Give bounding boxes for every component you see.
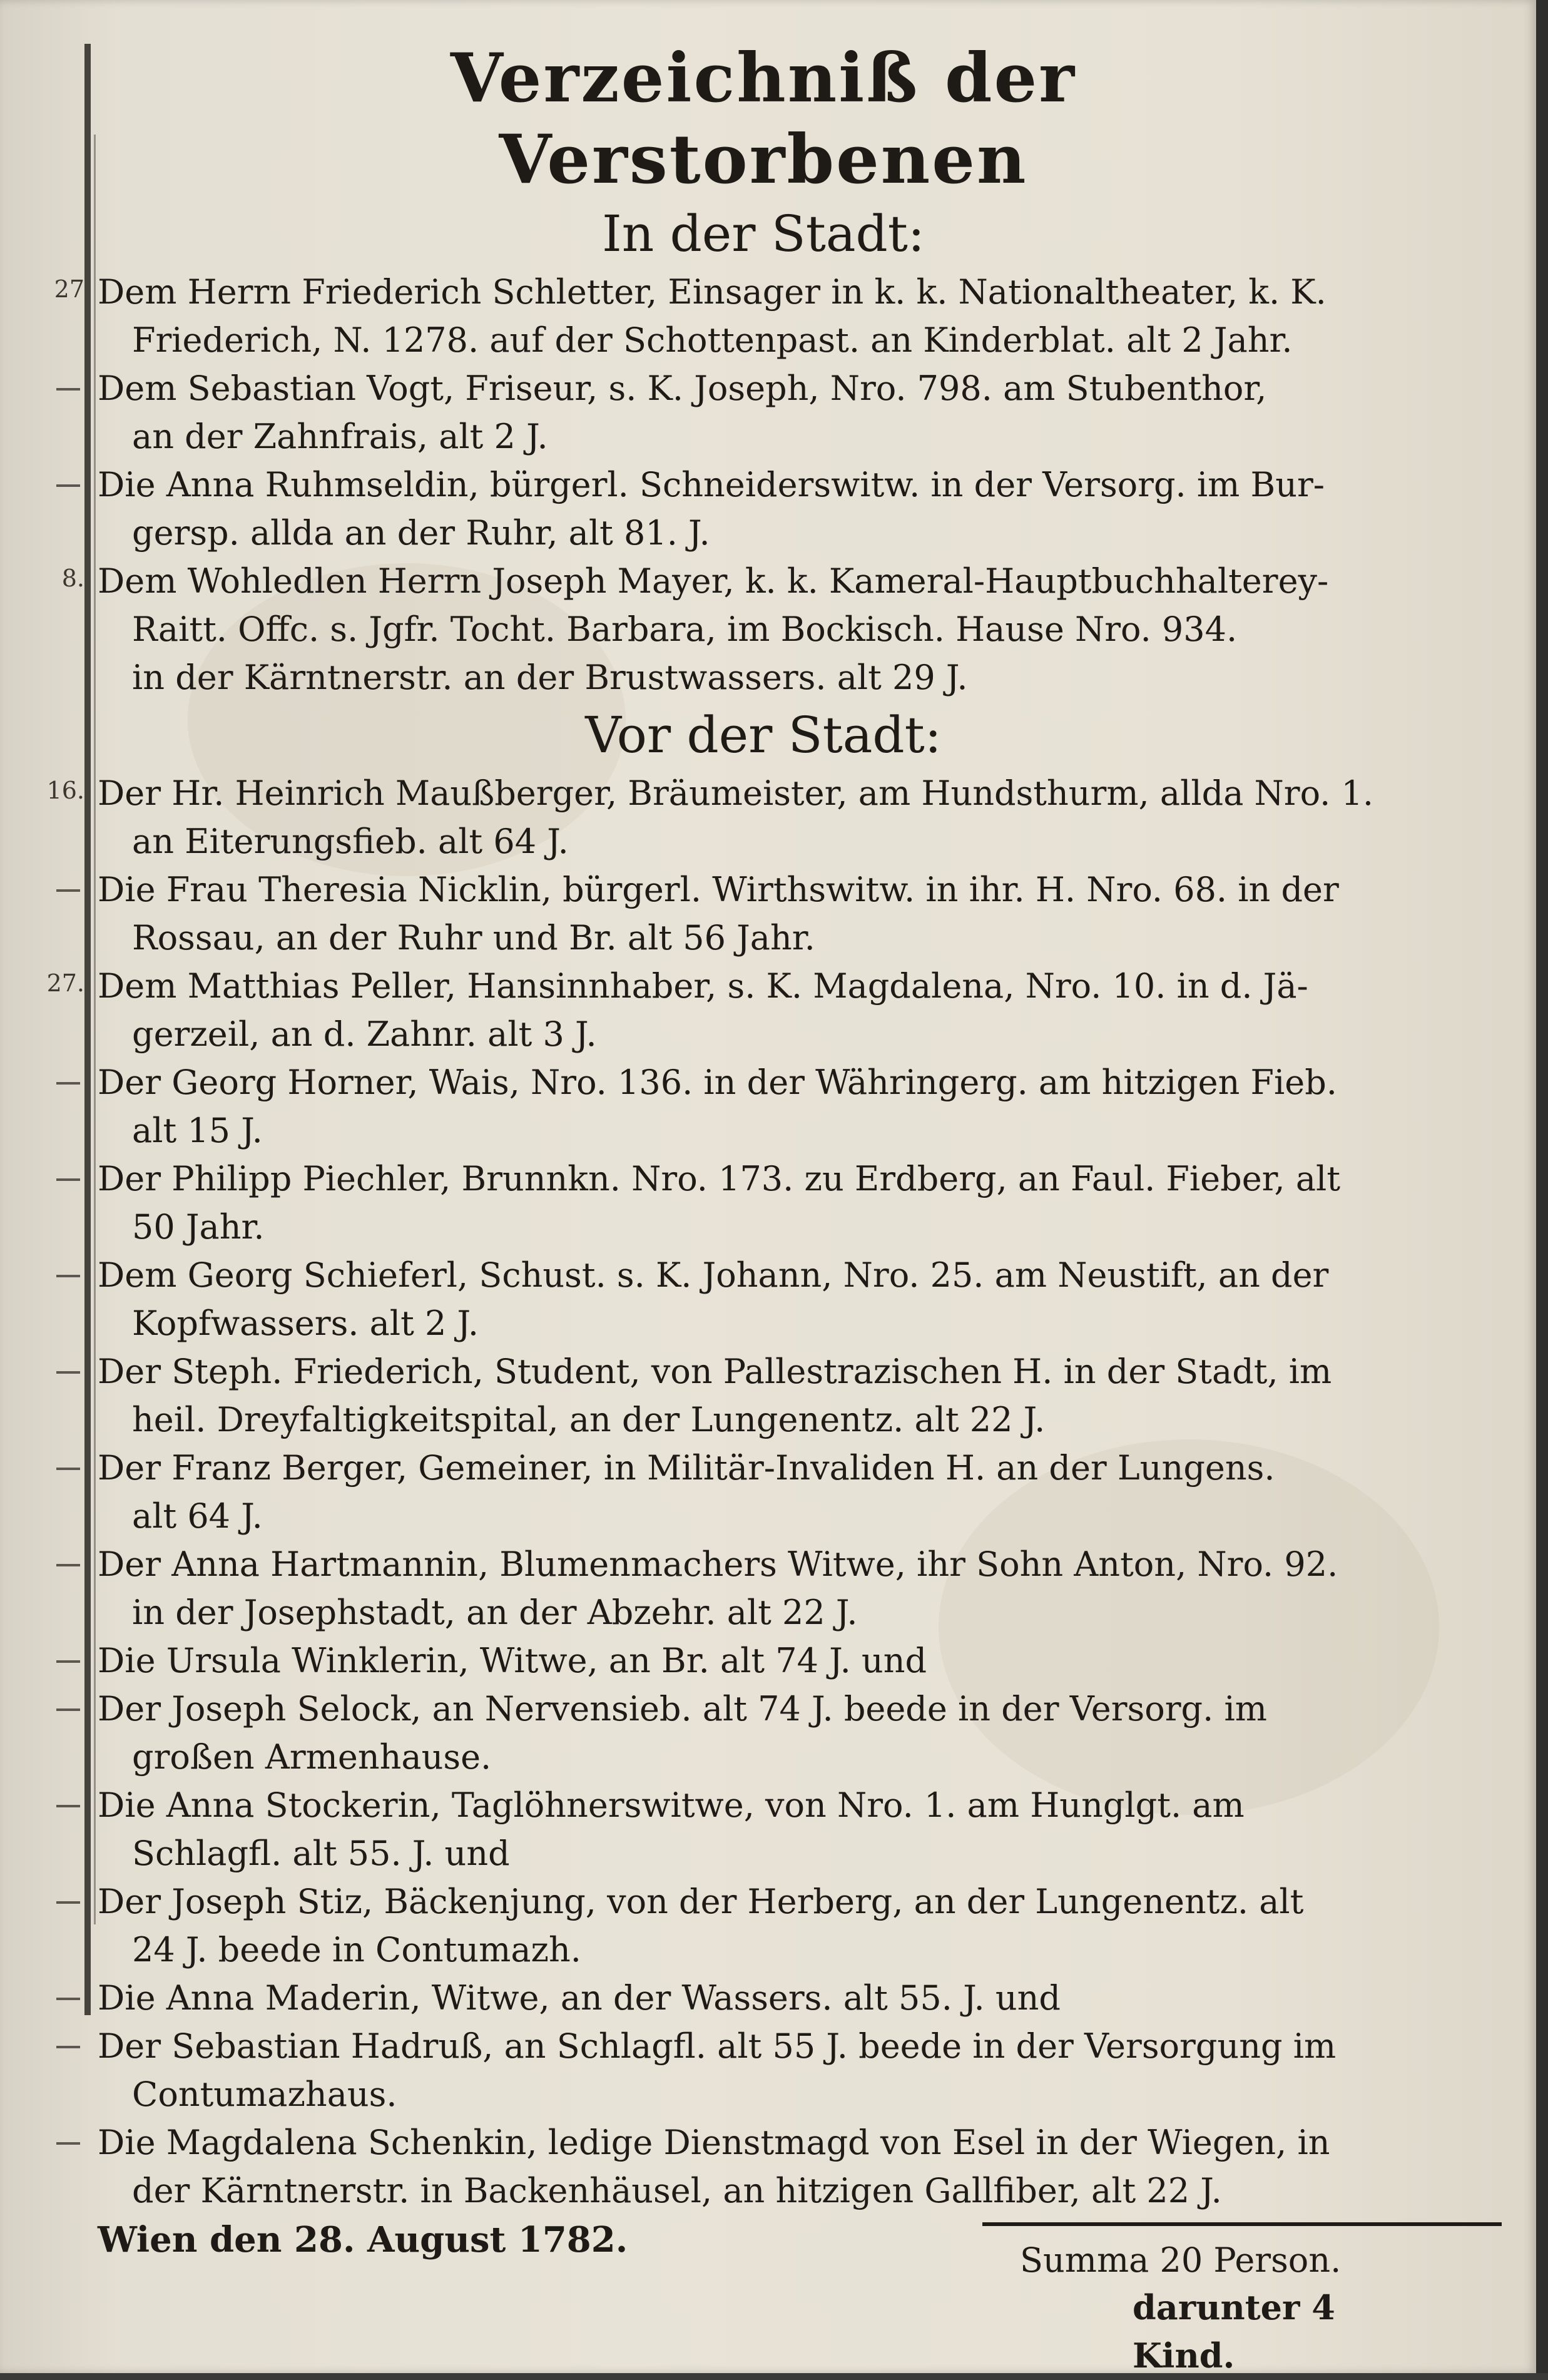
- list-item: [94, 769, 1427, 866]
- page-title: Verzeichniß der Verstorbenen: [450, 39, 1077, 199]
- entry-continuation-line: der Kärntnerstr. in Backenhäusel, an hitzigen Gallfiber, alt 22 J.: [132, 2171, 1222, 2210]
- entry-continuation-line: gerzeil, an d. Zahnr. alt 3 J.: [132, 1014, 597, 1054]
- entry-continuation-line: 50 Jahr.: [132, 1207, 265, 1247]
- date-line: Wien den 28. August 1782.: [98, 2219, 628, 2260]
- entry-continuation-line: 24 J. beede in Contumazh.: [132, 1930, 581, 1969]
- entry-continuation-line: Rossau, an der Ruhr und Br. alt 56 Jahr.: [132, 918, 815, 958]
- margin-number: 16.: [46, 777, 84, 804]
- margin-dash: [56, 1178, 80, 1181]
- list-item: [94, 1347, 1427, 1444]
- entry-first-line: Der Philipp Piechler, Brunnkn. Nro. 173. zu Erdberg, an Faul. Fieber, alt: [98, 1159, 1341, 1198]
- list-item: [94, 1781, 1427, 1877]
- margin-dash: [56, 1468, 80, 1470]
- entry-continuation-line: Friederich, N. 1278. auf der Schottenpast. an Kinderblat. alt 2 Jahr.: [132, 320, 1293, 360]
- margin-dash: [56, 1660, 80, 1663]
- entry-first-line: Die Ursula Winklerin, Witwe, an Br. alt 74 J. und: [98, 1641, 927, 1680]
- entry-first-line: Dem Matthias Peller, Hansinnhaber, s. K. Magdalena, Nro. 10. in d. Jä-: [98, 966, 1308, 1006]
- margin-dash: [56, 2046, 80, 2048]
- binding-rule: [84, 44, 91, 2015]
- entry-first-line: Dem Herrn Friederich Schletter, Einsager in k. k. Nationaltheater, k. K.: [98, 272, 1326, 312]
- entry-first-line: Die Magdalena Schenkin, ledige Dienstmagd von Esel in der Wiegen, in: [98, 2123, 1330, 2162]
- entry-first-line: Dem Sebastian Vogt, Friseur, s. K. Joseph, Nro. 798. am Stubenthor,: [98, 369, 1267, 408]
- list-item: [94, 1251, 1427, 1347]
- section-heading: In der Stadt:: [602, 205, 925, 263]
- entry-first-line: Der Joseph Selock, an Nervensieb. alt 74 J. beede in der Versorg. im: [98, 1689, 1267, 1729]
- margin-dash: [56, 1275, 80, 1277]
- list-item: [94, 461, 1427, 557]
- darunter-line: darunter 4 Kind.: [1133, 2287, 1335, 2376]
- entry-first-line: Der Franz Berger, Gemeiner, in Militär-Invaliden H. an der Lungens.: [98, 1448, 1275, 1488]
- list-item: [94, 1637, 1427, 1685]
- footer: [94, 2216, 1427, 2376]
- entry-continuation-line: gersp. allda an der Ruhr, alt 81. J.: [132, 513, 710, 553]
- entry-first-line: Der Hr. Heinrich Maußberger, Bräumeister, am Hundsthurm, allda Nro. 1.: [98, 774, 1374, 813]
- entry-continuation-line: an der Zahnfrais, alt 2 J.: [132, 417, 548, 456]
- list-item: [94, 962, 1427, 1058]
- section-vor-der-stadt: [94, 702, 1427, 2215]
- entry-first-line: Der Sebastian Hadruß, an Schlagfl. alt 55 J. beede in der Versorgung im: [98, 2026, 1337, 2066]
- entry-continuation-line: Kopfwassers. alt 2 J.: [132, 1304, 479, 1343]
- margin-dash: [56, 388, 80, 391]
- margin-dash: [56, 1901, 80, 1904]
- entry-continuation-line: heil. Dreyfaltigkeitspital, an der Lungenentz. alt 22 J.: [132, 1400, 1046, 1439]
- entry-continuation-line: Schlagfl. alt 55. J. und: [132, 1834, 510, 1873]
- list-item: [94, 1974, 1427, 2022]
- list-item: [94, 268, 1427, 364]
- margin-dash: [56, 1708, 80, 1711]
- margin-number: 8.: [61, 564, 84, 592]
- list-item: [94, 557, 1427, 702]
- section-in-der-stadt: [94, 200, 1427, 702]
- scan-edge: [1536, 0, 1548, 2373]
- entry-first-line: Der Steph. Friederich, Student, von Pallestrazischen H. in der Stadt, im: [98, 1352, 1332, 1391]
- entry-first-line: Die Frau Theresia Nicklin, bürgerl. Wirthswitw. in ihr. H. Nro. 68. in der: [98, 870, 1339, 909]
- margin-dash: [56, 1082, 80, 1085]
- margin-number: 27.: [46, 969, 84, 997]
- list-item: [94, 1540, 1427, 1637]
- list-item: [94, 2022, 1427, 2118]
- margin-number: 27: [54, 275, 84, 303]
- entry-first-line: Die Anna Stockerin, Taglöhnerswitwe, von Nro. 1. am Hunglgt. am: [98, 1785, 1245, 1825]
- entry-list: [94, 268, 1427, 702]
- entry-first-line: Dem Georg Schieferl, Schust. s. K. Johann, Nro. 25. am Neustift, an der: [98, 1255, 1329, 1295]
- entry-continuation-line: großen Armenhause.: [132, 1737, 492, 1777]
- margin-dash: [56, 1371, 80, 1374]
- list-item: [94, 364, 1427, 461]
- entry-continuation-line: Raitt. Offc. s. Jgfr. Tocht. Barbara, im Bockisch. Hause Nro. 934.: [132, 610, 1238, 649]
- margin-dash: [56, 2142, 80, 2145]
- margin-dash: [56, 889, 80, 892]
- entry-continuation-line: in der Kärntnerstr. an der Brustwassers. alt 29 J.: [132, 658, 968, 697]
- register-text: [94, 38, 1427, 2376]
- summary-rule: [982, 2222, 1502, 2226]
- list-item: [94, 1155, 1427, 1251]
- summa-line: Summa 20 Person.: [1020, 2240, 1342, 2280]
- margin-dash: [56, 1805, 80, 1807]
- entry-continuation-line: alt 15 J.: [132, 1111, 263, 1150]
- entry-first-line: Der Joseph Stiz, Bäckenjung, von der Herberg, an der Lungenentz. alt: [98, 1882, 1304, 1921]
- list-item: [94, 1685, 1427, 1781]
- margin-dash: [56, 1564, 80, 1566]
- entry-continuation-line: Contumazhaus.: [132, 2075, 397, 2114]
- entry-first-line: Der Anna Hartmannin, Blumenmachers Witwe, ihr Sohn Anton, Nro. 92.: [98, 1545, 1338, 1584]
- margin-dash: [56, 1998, 80, 2000]
- section-heading: Vor der Stadt:: [585, 706, 942, 764]
- entry-first-line: Dem Wohledlen Herrn Joseph Mayer, k. k. Kameral-Hauptbuchhalterey-: [98, 561, 1329, 601]
- entry-first-line: Die Anna Ruhmseldin, bürgerl. Schneiderswitw. in der Versorg. im Bur-: [98, 465, 1325, 504]
- list-item: [94, 1877, 1427, 1974]
- entry-continuation-line: in der Josephstadt, an der Abzehr. alt 22 J.: [132, 1593, 858, 1632]
- margin-column: [25, 0, 84, 2373]
- entry-first-line: Die Anna Maderin, Witwe, an der Wassers. alt 55. J. und: [98, 1978, 1061, 2018]
- entry-continuation-line: an Eiterungsfieb. alt 64 J.: [132, 822, 569, 861]
- list-item: [94, 2118, 1427, 2215]
- list-item: [94, 866, 1427, 962]
- list-item: [94, 1444, 1427, 1540]
- entry-list: [94, 769, 1427, 2215]
- entry-first-line: Der Georg Horner, Wais, Nro. 136. in der Währingerg. am hitzigen Fieb.: [98, 1063, 1337, 1102]
- margin-dash: [56, 484, 80, 487]
- entry-continuation-line: alt 64 J.: [132, 1496, 263, 1536]
- list-item: [94, 1058, 1427, 1155]
